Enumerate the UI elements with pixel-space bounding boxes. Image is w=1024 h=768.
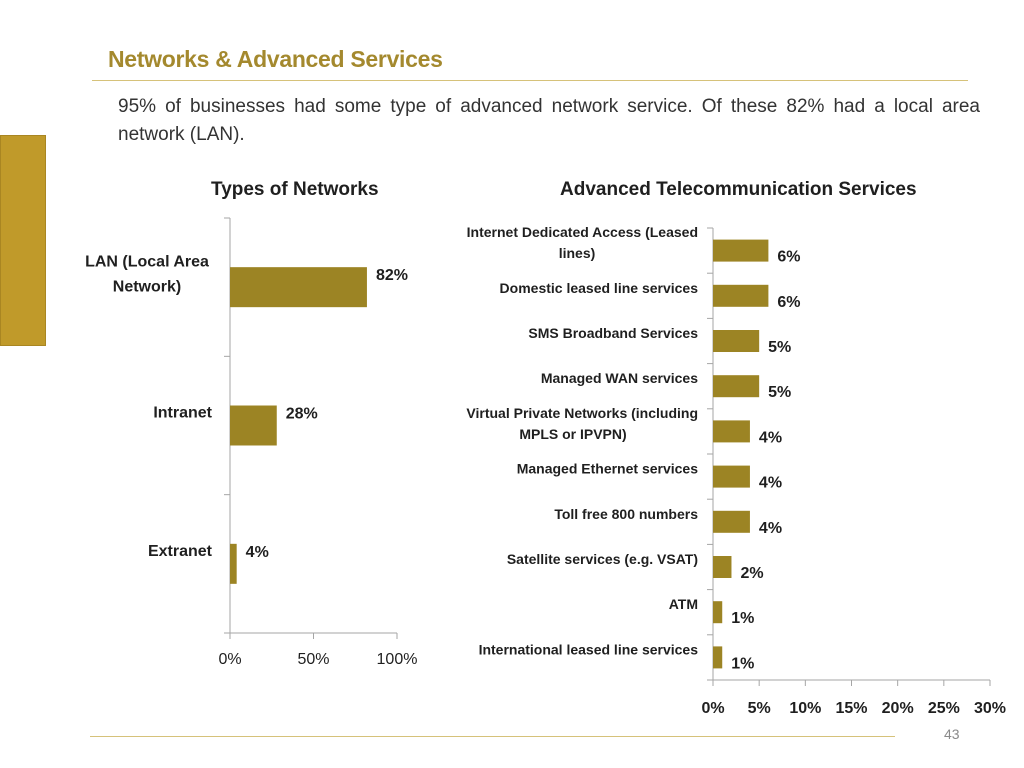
chart1-bar: [713, 330, 759, 352]
chart0-category-label: Extranet: [147, 542, 212, 560]
chart1-x-tick-label: 30%: [973, 700, 1007, 717]
chart1-category-label: Virtual Private Networks (including: [466, 404, 698, 421]
chart0-bar: [230, 406, 277, 446]
chart1-bar: [713, 466, 750, 488]
chart1-category-label: Toll free 800 numbers: [554, 505, 698, 522]
chart1-value-label: 1%: [731, 655, 755, 673]
chart1-category-label: Managed Ethernet services: [516, 460, 698, 477]
chart0-x-tick-label: 0%: [218, 651, 242, 668]
chart1-category-label: MPLS or IPVPN): [519, 425, 627, 442]
chart1-bar: [713, 511, 750, 533]
chart1-category-label: Internet Dedicated Access (Leased: [466, 224, 698, 241]
chart1-bar: [713, 285, 768, 307]
chart0-value-label: 28%: [285, 405, 318, 423]
chart1-x-tick-label: 5%: [747, 700, 771, 717]
chart1-category-label: International leased line services: [478, 641, 698, 658]
chart1-category-label: Satellite services (e.g. VSAT): [506, 551, 698, 567]
chart-title-networks: Types of Networks: [211, 179, 379, 200]
chart1-bar: [713, 240, 768, 262]
chart1-value-label: 5%: [768, 339, 792, 356]
chart0-bar: [230, 544, 237, 584]
chart1-category-label: Managed WAN services: [540, 370, 698, 387]
chart1-bar: [713, 420, 750, 442]
chart1-x-tick-label: 15%: [835, 700, 868, 717]
chart1-x-tick-label: 0%: [701, 700, 725, 717]
chart1-value-label: 4%: [758, 474, 783, 492]
chart1-category-label: SMS Broadband Services: [528, 325, 698, 341]
chart0-category-label: LAN (Local Area: [85, 253, 209, 271]
chart0-bar: [230, 267, 367, 307]
chart1-bar: [713, 601, 722, 623]
chart0-x-tick-label: 100%: [376, 651, 418, 668]
intro-text: 95% of businesses had some type of advanced network service. Of these 82% had a local area network (LAN).: [118, 96, 980, 145]
chart1-category-label: ATM: [668, 596, 698, 613]
chart1-x-tick-label: 25%: [927, 700, 960, 717]
chart0-value-label: 82%: [375, 267, 408, 285]
slide-title: Networks & Advanced Services: [108, 46, 443, 72]
chart0-category-label: Network): [112, 278, 182, 296]
chart1-bar: [713, 375, 759, 397]
chart1-category-label: lines): [558, 245, 596, 262]
chart0-x-tick-label: 50%: [297, 651, 330, 668]
chart1-value-label: 1%: [731, 610, 755, 628]
chart0-value-label: 4%: [245, 543, 269, 561]
chart1-value-label: 5%: [768, 384, 792, 402]
chart1-value-label: 6%: [777, 248, 801, 266]
chart1-category-label: Domestic leased line services: [499, 279, 698, 296]
chart-title-telecom: Advanced Telecommunication Services: [560, 179, 917, 200]
chart0-category-label: Intranet: [153, 404, 212, 422]
chart1-bar: [713, 556, 731, 578]
footer-divider: [90, 736, 895, 737]
chart1-value-label: 2%: [740, 565, 764, 582]
chart1-value-label: 4%: [758, 519, 783, 537]
chart1-value-label: 6%: [777, 293, 801, 311]
page-number: 43: [944, 726, 960, 742]
chart1-x-tick-label: 10%: [789, 700, 822, 717]
chart1-value-label: 4%: [758, 429, 783, 447]
chart1-x-tick-label: 20%: [881, 700, 914, 717]
chart1-bar: [713, 646, 722, 668]
